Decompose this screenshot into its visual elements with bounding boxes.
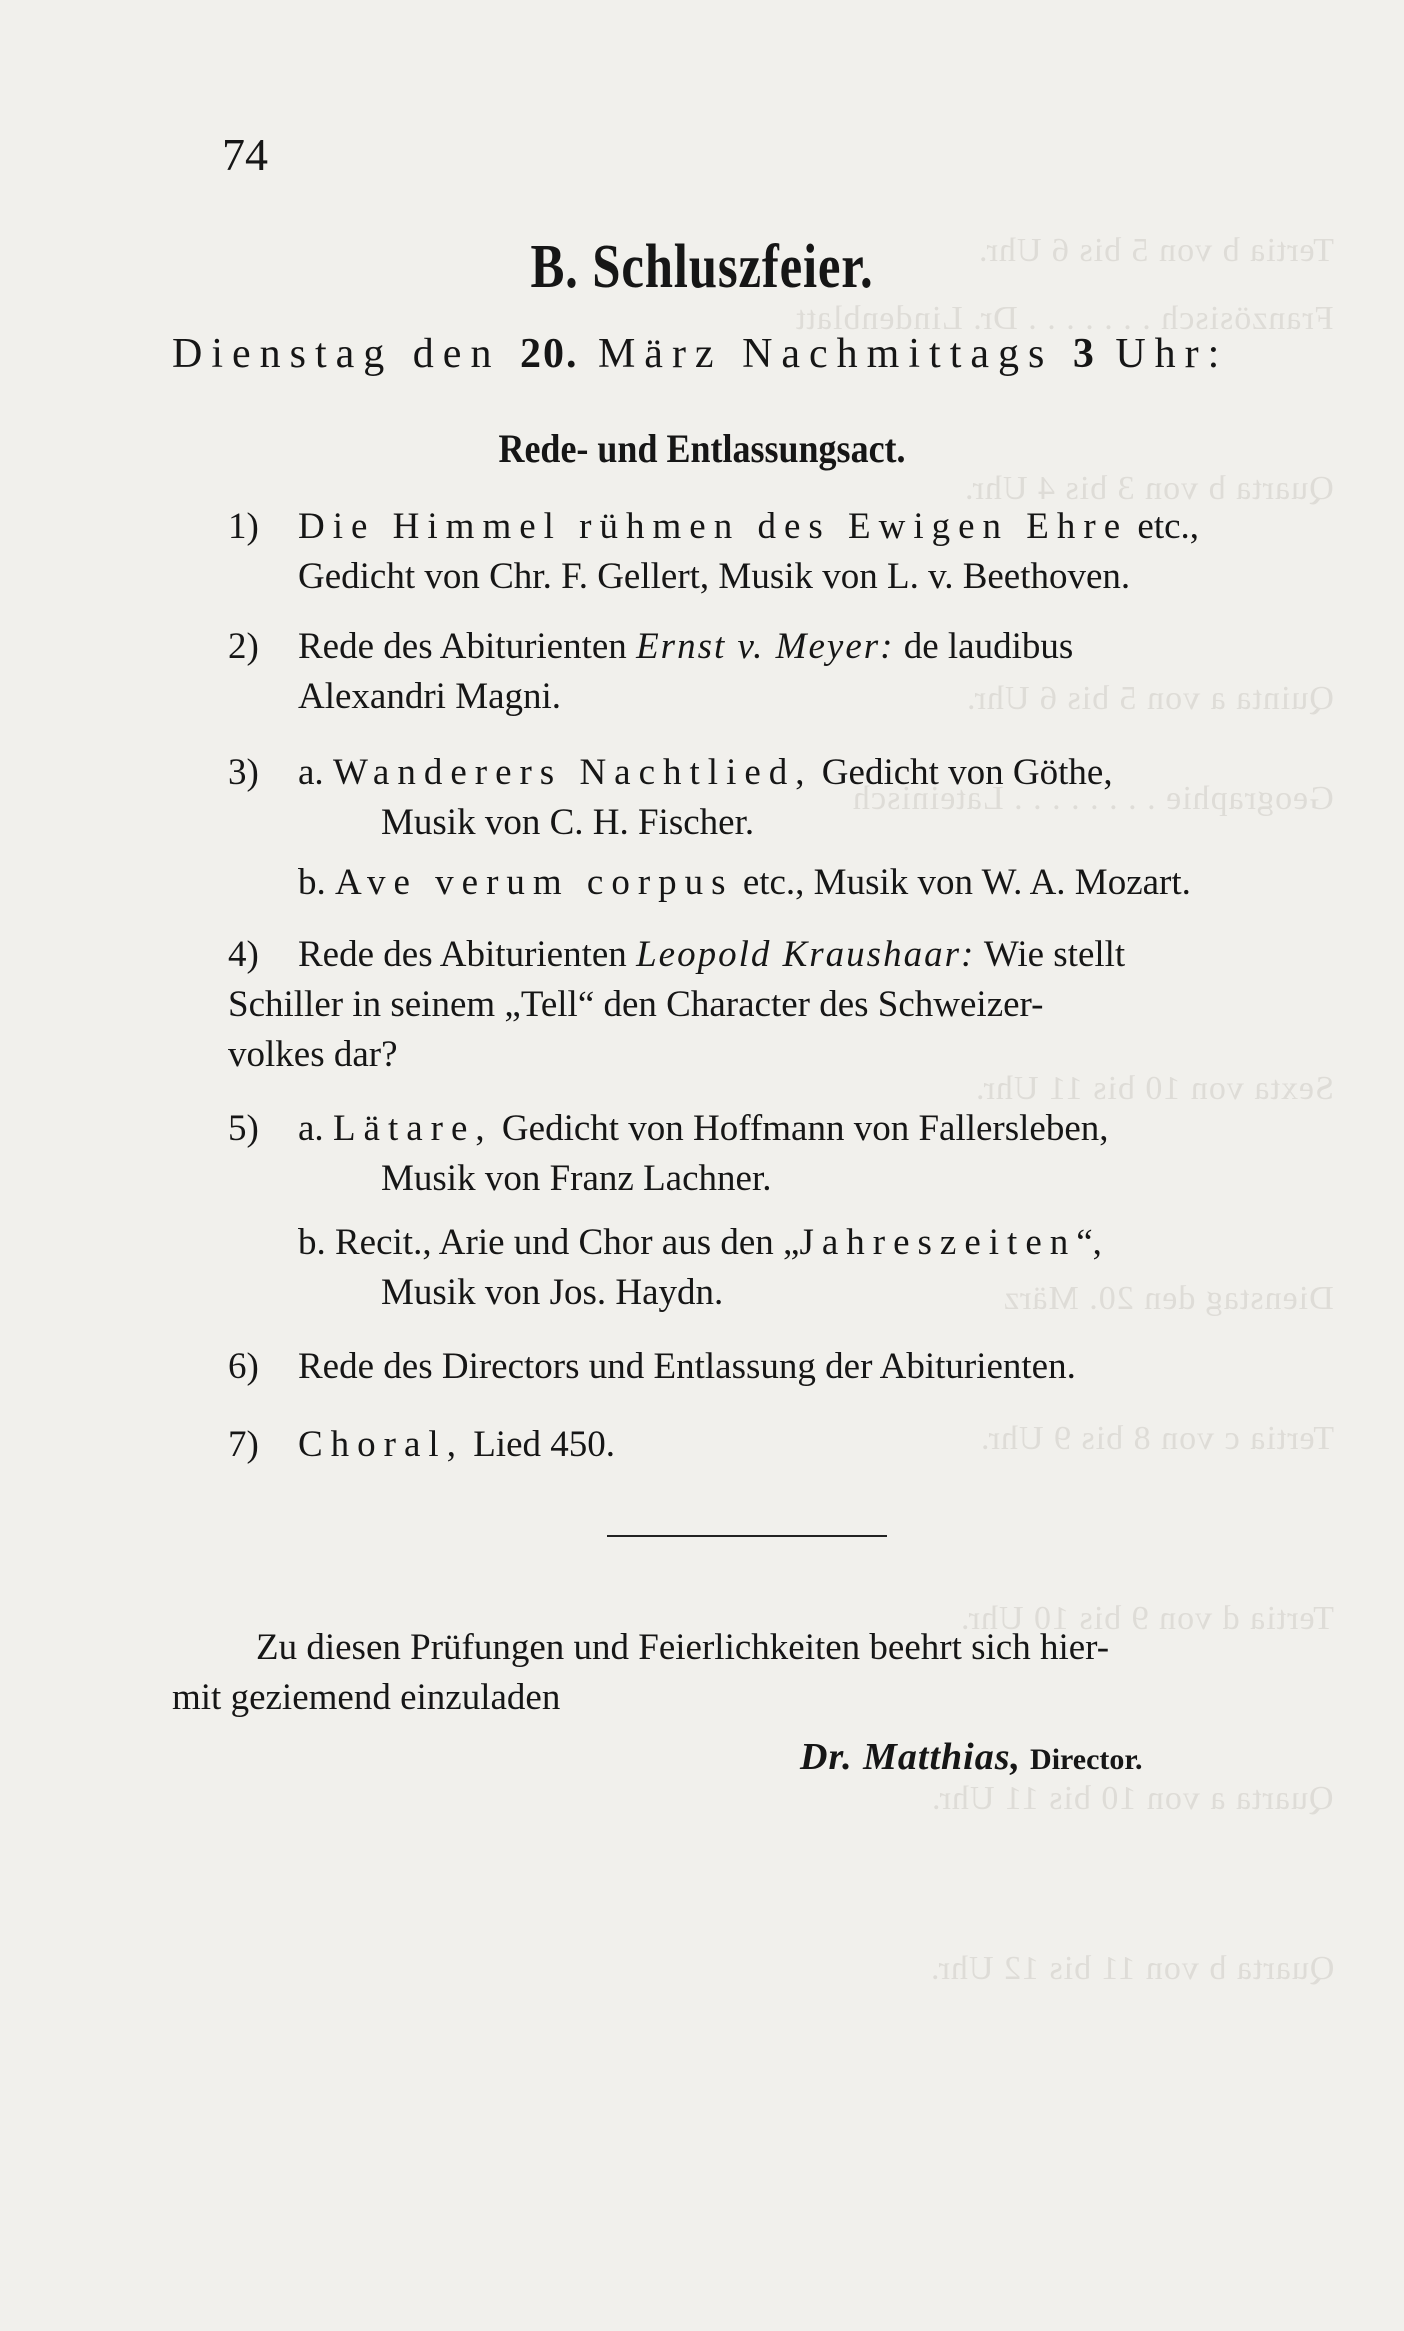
item-text: Gedicht von Hoffmann von Fallersleben, [492,1108,1109,1149]
speaker-name: Ernst v. Meyer: [636,626,895,667]
date-day: 20. [519,331,579,377]
signature [800,1735,1143,1779]
item-number: 2) [228,626,259,667]
item-line-3: volkes dar? [228,1034,398,1075]
signature-name: Dr. Matthias, [800,1736,1022,1778]
item-label: a. [298,752,324,793]
page-number: 74 [222,129,268,180]
item-line-2: Alexandri Magni. [298,676,562,717]
date-rest: März Nachmittags [597,331,1054,377]
subtitle: Rede- und Entlassungsact. [498,426,906,471]
closing-paragraph [172,1623,1300,1723]
item-text: Recit., Arie und Chor aus den „ [335,1222,800,1263]
closing-line-1: Zu diesen Prüfungen und Feierlichkeiten beehrt sich hier- [256,1627,1110,1668]
item-line-2: Schiller in seinem „Tell“ den Character des Schweizer- [228,984,1044,1025]
item-number: 4) [228,934,259,975]
item-number: 7) [228,1424,259,1465]
date-suffix: Uhr: [1115,331,1229,377]
item-text: etc., [1128,506,1200,547]
date-prefix: Dienstag den [172,331,501,377]
item-number: 3) [228,752,259,793]
item-text: Lied 450. [463,1424,616,1465]
item-label: b. [298,1222,326,1263]
item-title-spaced: Choral, [298,1424,464,1465]
item-title-spaced: Wanderers Nachtlied, [332,752,813,793]
item-text: Wie stellt [975,934,1126,975]
signature-role: Director. [1030,1743,1143,1776]
item-number: 1) [228,506,259,547]
date-hour: 3 [1072,331,1096,377]
item-title-spaced: Ave verum corpus [335,862,734,903]
item-number: 6) [228,1346,259,1387]
item-title-spaced: Jahreszeiten [799,1222,1077,1263]
item-text: Rede des Directors und Entlassung der Abiturienten. [298,1346,1076,1387]
item-line-2: Musik von Franz Lachner. [381,1158,772,1199]
item-number: 5) [228,1108,259,1149]
item-text: Gedicht von Göthe, [812,752,1113,793]
date-line [172,330,1300,378]
separator-rule [607,1535,887,1537]
item-line-2: Musik von Jos. Haydn. [381,1272,724,1313]
item-title-spaced: Die Himmel rühmen des Ewigen Ehre [298,506,1129,547]
item-line-2: Musik von C. H. Fischer. [381,802,755,843]
item-label: b. [298,862,326,903]
item-text: Rede des Abiturienten [298,934,637,975]
section-title: B. Schluszfeier. [530,233,874,301]
closing-line-2: mit geziemend einzuladen [172,1677,561,1718]
item-label: a. [298,1108,324,1149]
speaker-name: Leopold Kraushaar: [636,934,976,975]
item-title-spaced: Lätare, [332,1108,493,1149]
item-line-2: Gedicht von Chr. F. Gellert, Musik von L. v. Beethoven. [298,556,1131,597]
item-text: etc., Musik von W. A. Mozart. [733,862,1191,903]
item-text: Rede des Abiturienten [298,626,637,667]
item-text: de laudibus [894,626,1074,667]
document-page: Tertia b von 5 bis 6 Uhr. Französisch . . . . . . . Dr. Lindenblatt Quarta b von 3 bis 4 Uhr. Quinta a von 5 bis 6 Uhr. Geographie . . . . . . . . Lateinisch Sexta von 10 bis 11 Uhr. Dienstag den 20. März Tertia c von 8 bis 9 Uhr. Tertia d von 9 bis 10 Uhr. Quarta a von 10 bis 11 Uhr. Quarta b von 11 bis 12 Uhr. 74 B. Schluszfeier. Dienstag den 20. März Nachmittags 3 Uhr: Rede- und Entlassungsact. 1) Die Himmel rühmen des Ewigen Ehre etc., Gedicht von Chr. F. Gellert, Musik von L. v. Beethoven. 2) Rede des Abiturienten Ernst v. Meyer: de laudibus Alexandri Magni. 3) a. Wanderers Nachtlied, Gedicht von Göthe, Musik von C. H. Fischer. b. Ave verum corpus etc., Musik von W. A. Mozart. 4) Rede des Abiturienten Leopold Kraushaar: Wie stellt Schiller in seinem „Tell“ den Character des Schweizer- volkes dar? 5) a. Lätare, Gedicht von Hoffmann von Fallersleben, Musik von Franz Lachner. b. Recit., Arie und Chor aus den „Jahreszeiten“, Musik von Jos. Haydn. 6) Rede des Directors und Entlassung der Abiturienten. 7) Choral, Lied 450. Zu diesen Prüfungen und Feierlichkeiten beehrt sich hier- mit geziemend einzuladen Dr. Matthias, Director. [0,0,1404,2331]
item-text: “, [1076,1222,1102,1263]
